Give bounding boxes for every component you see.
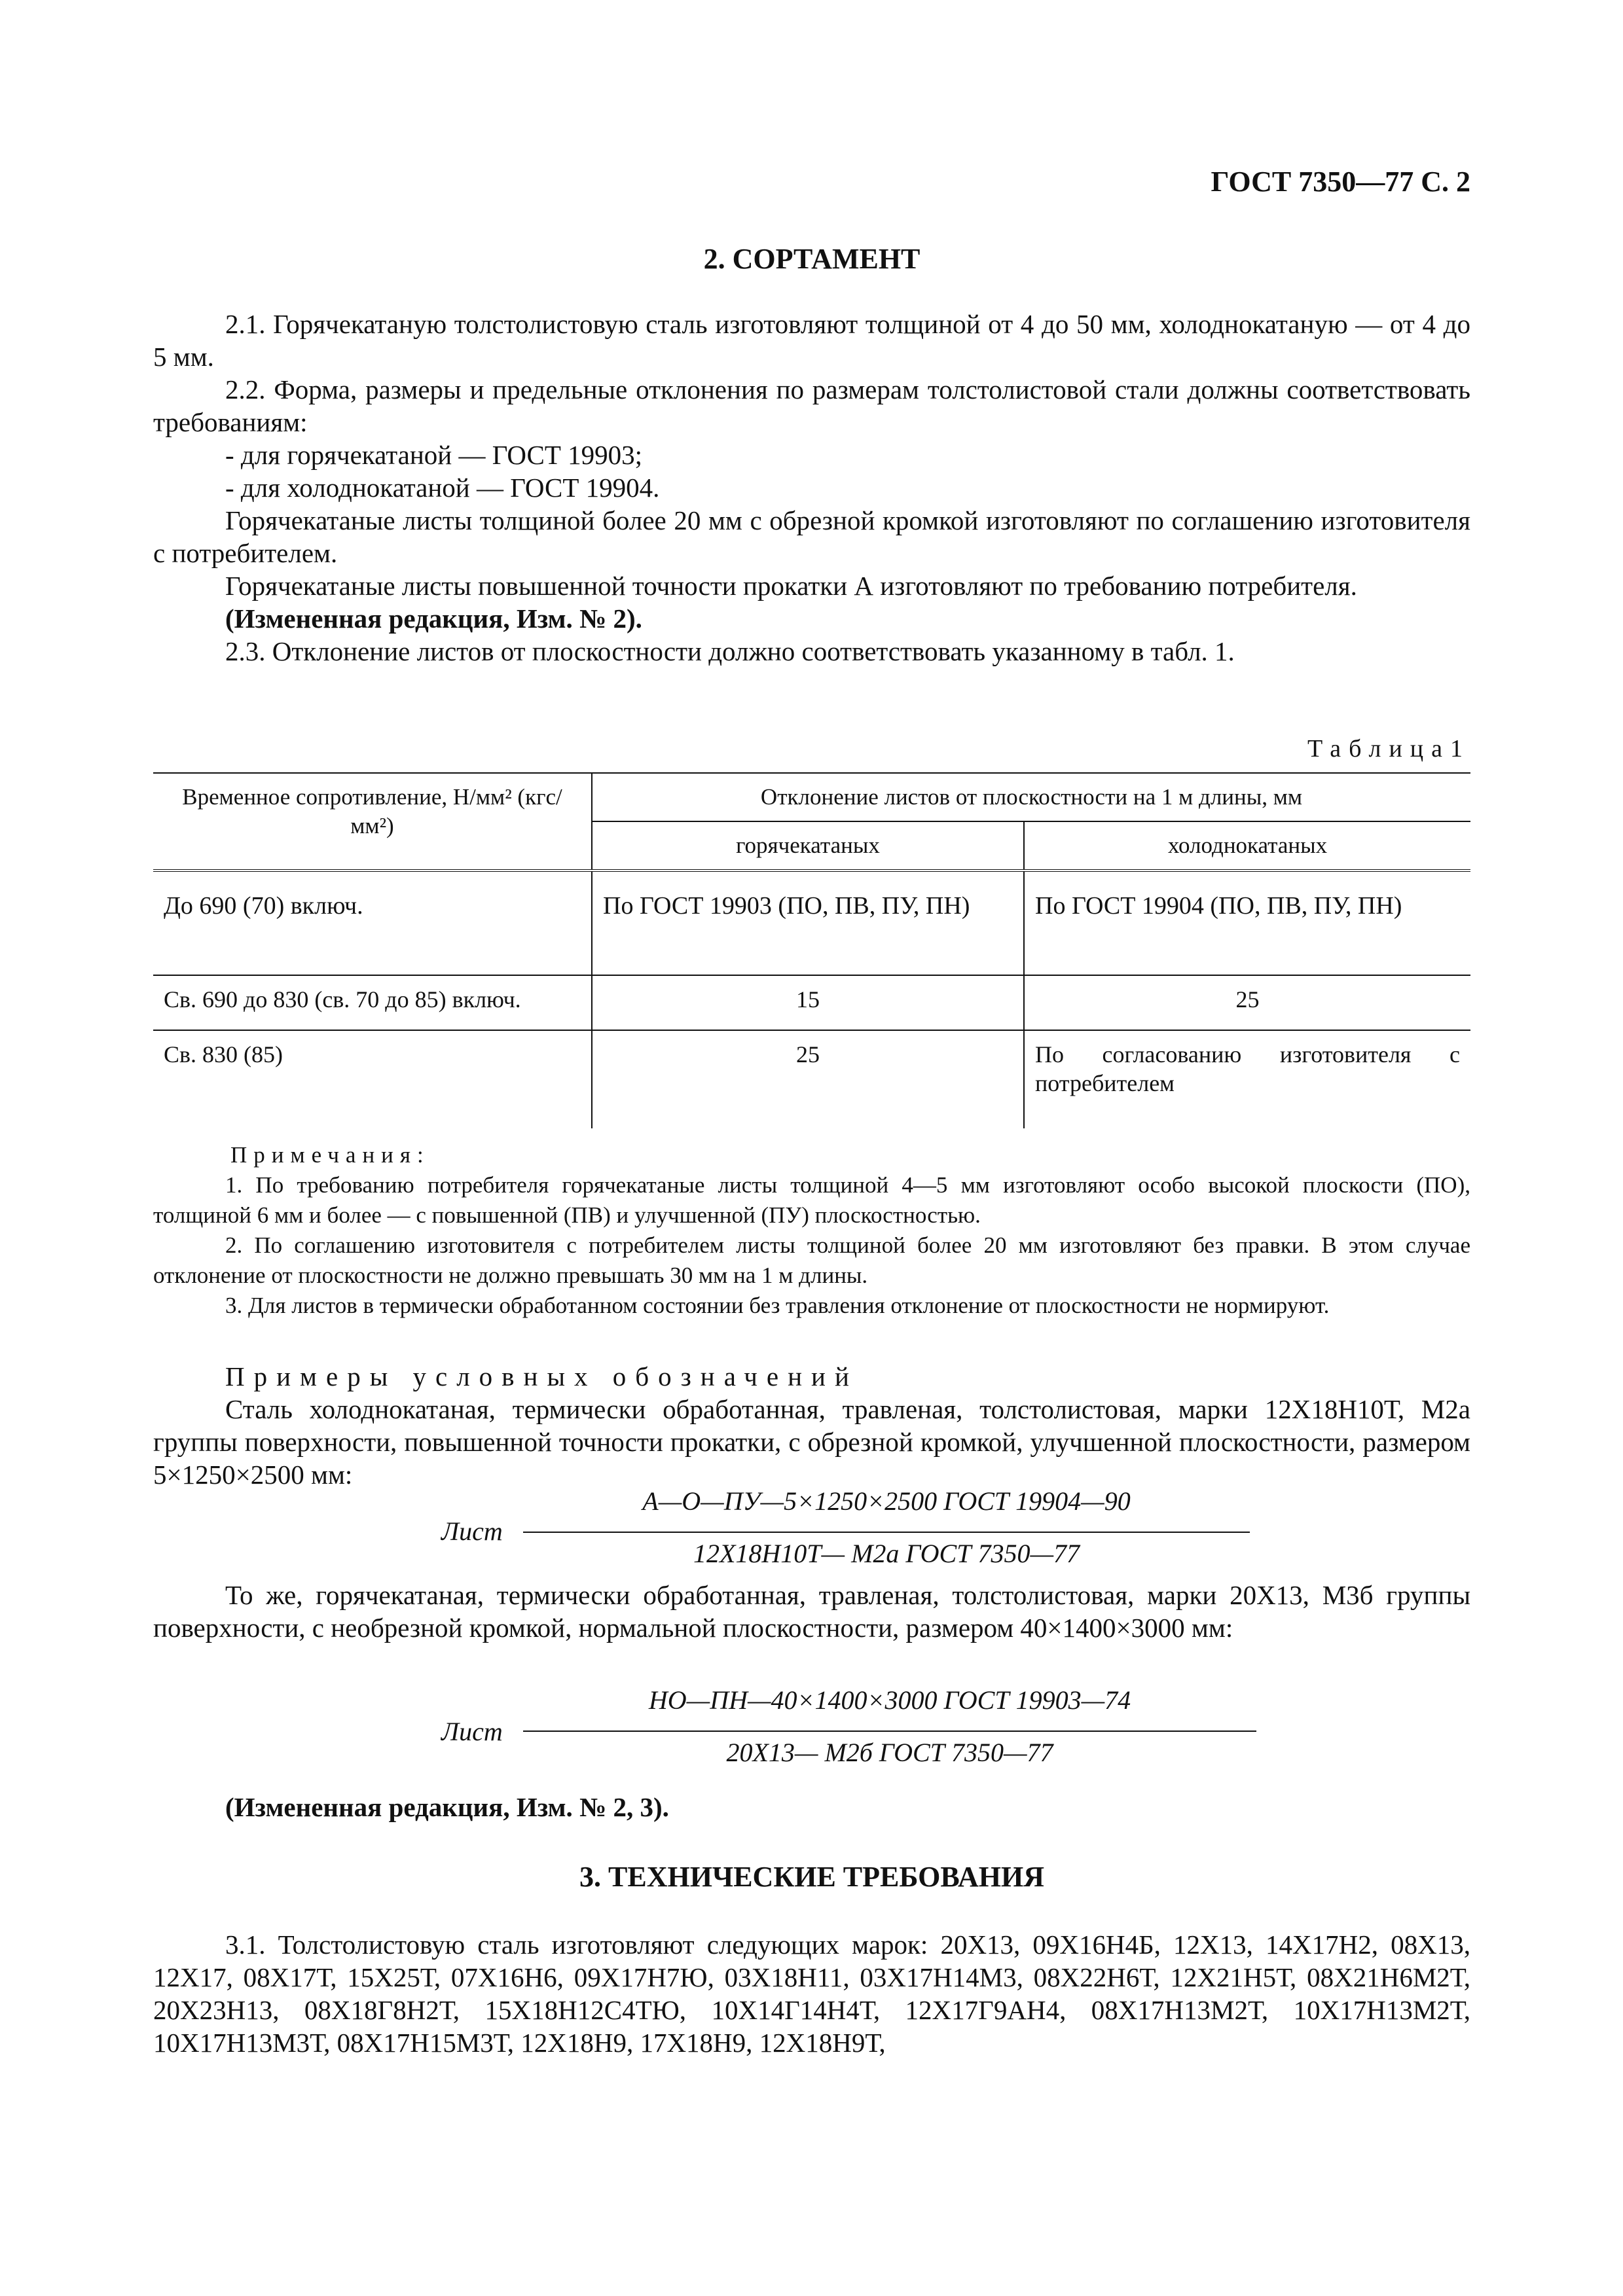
table-cell: Св. 690 до 830 (св. 70 до 85) включ. (153, 975, 592, 1030)
table-cell: По ГОСТ 19903 (ПО, ПВ, ПУ, ПН) (592, 870, 1024, 975)
section-3-body (153, 1928, 1470, 2059)
example-2-block (153, 1579, 1470, 1644)
table-cell: Св. 830 (85) (153, 1030, 592, 1128)
amendment-block (153, 1791, 1470, 1823)
note-3: 3. Для листов в термически обработанном состоянии без травления отклонение от плоскостности не нормируют. (225, 1293, 1330, 1318)
paragraph-2-2-note-2: Горячекатаные листы повышенной точности прокатки А изготовляют по требованию потребителя. (225, 571, 1357, 601)
note-2: 2. По соглашению изготовителя с потребителем листы толщиной более 20 мм изготовляют без правки. В этом случае отклонение от плоскостности не должно превышать 30 мм на 1 м длины. (153, 1232, 1470, 1288)
table-row (153, 870, 1470, 975)
table-header-strength: Временное сопротивление, Н/мм² (кгс/мм²) (153, 773, 592, 870)
table-cell: 25 (1235, 986, 1260, 1013)
formula-2-label: Лист (441, 1717, 503, 1746)
examples-block (153, 1360, 1470, 1491)
table-header-group: Отклонение листов от плоскостности на 1 м длины, мм (592, 773, 1470, 821)
notes-title: Примечания: (230, 1142, 430, 1168)
examples-title: Примеры условных обозначений (225, 1361, 858, 1391)
amendment-note: (Измененная редакция, Изм. № 2). (225, 603, 642, 634)
table-row (153, 975, 1470, 1030)
formula-1-label: Лист (441, 1516, 503, 1546)
section-2-body (153, 308, 1470, 668)
paragraph-2-1: 2.1. Горячекатаную толстолистовую сталь изготовляют толщиной от 4 до 50 мм, холоднокатаную — от 4 до 5 мм. (153, 309, 1470, 372)
table-row (153, 1030, 1470, 1128)
section-2-title: 2. СОРТАМЕНТ (703, 243, 921, 275)
table-header-cold-rolled: холоднокатаных (1024, 821, 1470, 870)
formula-2-numerator: НО—ПН—40×1400×3000 ГОСТ 19903—74 (648, 1685, 1131, 1715)
formula-1-numerator: А—О—ПУ—5×1250×2500 ГОСТ 19904—90 (642, 1486, 1131, 1516)
page-header: ГОСТ 7350—77 С. 2 (1211, 166, 1470, 198)
note-1: 1. По требованию потребителя горячекатаные листы толщиной 4—5 мм изготовляют особо высокой плоскости (ПО), толщиной 6 мм и более — с повышенной (ПВ) и улучшенной (ПУ) плоскостностью. (153, 1172, 1470, 1228)
paragraph-3-1: 3.1. Толстолистовую сталь изготовляют следующих марок: 20Х13, 09Х16Н4Б, 12Х13, 14Х17Н2, 08Х13, 12Х17, 08Х17Т, 15Х25Т, 07Х16Н6, 09Х17Н7Ю, 03Х18Н11, 03Х17Н14М3, 08Х22Н6Т, 12Х21Н5Т, 08Х21Н6М2Т, 20Х23Н13, 08Х18Г8Н2Т, 15Х18Н12С4ТЮ, 10Х14Г14Н4Т, 12Х17Г9АН4, 08Х17Н13М2Т, 10Х17Н13М2Т, 10Х17Н13М3Т, 08Х17Н15М3Т, 12Х18Н9, 17Х18Н9, 12Х18Н9Т, (153, 1929, 1470, 2058)
amendment-note: (Измененная редакция, Изм. № 2, 3). (225, 1792, 669, 1822)
table-caption: Таблица1 (1307, 735, 1470, 762)
paragraph-2-2-note-1: Горячекатаные листы толщиной более 20 мм с обрезной кромкой изготовляют по соглашению изготовителя с потребителем. (153, 505, 1470, 568)
table-cell: По ГОСТ 19904 (ПО, ПВ, ПУ, ПН) (1035, 892, 1402, 920)
formula-2-fraction-line (523, 1731, 1256, 1732)
section-3-title: 3. ТЕХНИЧЕСКИЕ ТРЕБОВАНИЯ (579, 1861, 1044, 1893)
flatness-table (153, 772, 1470, 1128)
formula-1-fraction-line (523, 1532, 1250, 1533)
table-notes (153, 1140, 1470, 1321)
paragraph-2-2: 2.2. Форма, размеры и предельные отклонения по размерам толстолистовой стали должны соответствовать требованиям: (153, 374, 1470, 437)
table-cell: 15 (592, 975, 1024, 1030)
formula-1-denominator: 12Х18Н10Т— М2а ГОСТ 7350—77 (693, 1539, 1080, 1568)
formula-2-denominator: 20Х13— М2б ГОСТ 7350—77 (726, 1738, 1053, 1767)
list-item: - для холоднокатаной — ГОСТ 19904. (225, 473, 660, 503)
example-1-text: Сталь холоднокатаная, термически обработанная, травленая, толстолистовая, марки 12Х18Н10Т, М2а группы поверхности, повышенной точности прокатки, с обрезной кромкой, улучшенной плоскостности, размером 5×1250×2500 мм: (153, 1394, 1470, 1490)
table-cell: По согласованию изготовителя с потребителем (1035, 1041, 1460, 1096)
example-2-text: То же, горячекатаная, термически обработанная, травленая, толстолистовая, марки 20Х13, М3б группы поверхности, с необрезной кромкой, нормальной плоскостности, размером 40×1400×3000 мм: (153, 1580, 1470, 1643)
table-header-hot-rolled: горячекатаных (592, 821, 1024, 870)
table-cell: До 690 (70) включ. (153, 870, 592, 975)
list-item: - для горячекатаной — ГОСТ 19903; (225, 440, 643, 470)
table-cell: 25 (592, 1030, 1024, 1128)
paragraph-2-3: 2.3. Отклонение листов от плоскостности должно соответствовать указанному в табл. 1. (225, 636, 1235, 666)
